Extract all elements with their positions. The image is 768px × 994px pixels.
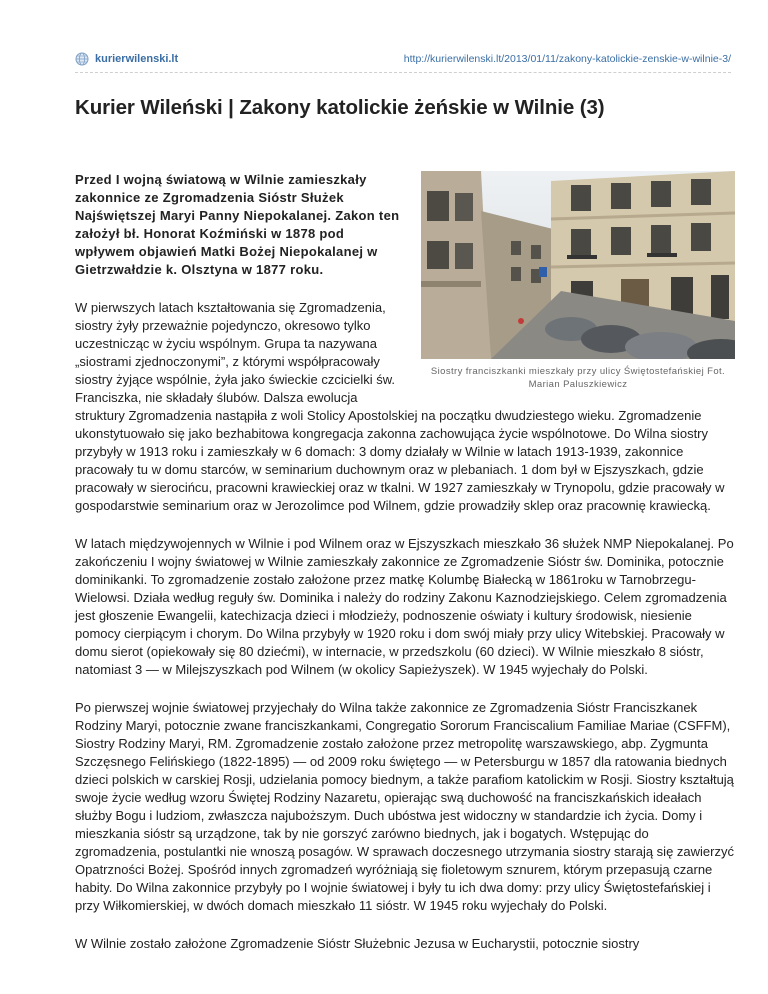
article-paragraph: Po pierwszej wojnie światowej przyjechały do Wilna także zakonnice ze Zgromadzenia Sióstr Franciszkanek Rodziny Maryi, potocznie zwane franciszkankami, Congregatio Sororum Franciscalium Familiae Mariae (CSFFM), Siostry Rodziny Maryi, RM. Zgromadzenie zostało założone przez metropolitę warszawskiego, abp. Zygmunta Szczęsnego Felińskiego (1822-1895) — od 2009 roku świętego — w Petersburgu w 1857 dla ratowania biednych dzieci polskich w carskiej Rosji, udzielania pomocy biednym, a także parafiom katolickim w Rosji. Siostry kształtują swoje życie według wzoru Świętej Rodziny Nazaretu, opierając swą duchowość na franciszkańskich ideałach służby Bogu i ludziom, zwłaszcza najuboższym. Duch ubóstwa jest widoczny w standardzie ich życia. Domy i mieszkania sióstr są urządzone, tak by nie gorszyć zarówno biednych, jak i bogatych. Wstępując do zgromadzenia, postulantki nie wnoszą posagów. W sprawach doczesnego utrzymania siostry starają się zawierzyć Opatrzności Bożej. Spośród innych zgromadzeń wyróżniają się fioletowym sznurem, którym przepasują czarne habity. Do Wilna zakonnice przybyły po I wojnie światowej i były tu ich dwa domy: przy ulicy Świętostefańskiej i przy Wiłkomierskiej, w dwóch domach mieszkało 11 sióstr. W 1945 roku wyjechały do Polski. [75, 700, 734, 913]
article-paragraph: W pierwszych latach kształtowania się Zgromadzenia, siostry żyły przeważnie pojedynczo, okresowo tylko uczestnicząc w życiu wspólnym. Grupa ta nazywana „siostrami zjednoczonymi”, z którymi współpracowały siostry żyjące wspólnie, żyła jako świeckie czcicielki św. Franciszka, nie składały ślubów. Dalsza ewolucja struktury Zgromadzenia nastąpiła z woli Stolicy Apostolskiej na początku dwudziestego wieku. Zgromadzenie ukonstytuowało się jako bezhabitowa kongregacja zakonna zachowująca życie wspólnotowe. Do Wilna siostry przybyły w 1913 roku i zamieszkały w 6 domach: 3 domy działały w Wilnie w latach 1913-1939, zakonnice pracowały tu w domu starców, w seminarium duchownym oraz w plebaniach. 1 dom był w Ejszyszkach, gdzie pracowały w sierocińcu, pracowni krawieckiej oraz w tkalni. W 1927 zamieszkały w Trynopolu, gdzie pracowały w gospodarstwie seminarium oraz w Jerozolimce pod Wilnem, gdzie prowadziły sklep oraz pracownię krawiecką. [75, 300, 725, 513]
site-name[interactable]: kurierwilenski.lt [95, 53, 179, 65]
image-caption: Siostry franciszkanki mieszkały przy ulicy Świętostefańskiej Fot. Marian Paluszkiewicz [430, 366, 726, 390]
article-lead: Przed I wojną światową w Wilnie zamieszkały zakonnice ze Zgromadzenia Sióstr Służek Najświętszej Maryi Panny Niepokalanej. Zakon ten założył bł. Honorat Koźmiński w 1878 pod wpływem objawień Matki Bożej Niepokalanej w Gietrzwałdzie k. Olsztyna w 1877 roku. [75, 172, 400, 277]
article-paragraph: W latach międzywojennych w Wilnie i pod Wilnem oraz w Ejszyszkach mieszkało 36 służek NMP Niepokalanej. Po zakończeniu I wojny światowej w Wilnie zamieszkały zakonnice ze Zgromadzenie Sióstr św. Dominika, potocznie dominikanki. To zgromadzenie zostało założone przez matkę Kolumbę Białecką w 1861roku w Tarnobrzegu-Wielowsi. Działa według reguły św. Dominika i należy do rodziny Zakonu Kaznodziejskiego. Celem zgromadzenia jest głoszenie Ewangelii, katechizacja dzieci i młodzieży, podnoszenie oświaty i kultury środowisk, niesienie pomocy cierpiącym i chorym. Do Wilna przybyły w 1920 roku i dom swój miały przy ulicy Witebskiej. Pracowały w domu sierot (opiekowały się 80 dziećmi), w internacie, w przedszkolu (60 dzieci). W Wilnie mieszkało 8 sióstr, natomiast 3 — w Milejszyszkach pod Wilnem (w okolicy Sapieżyszek). W 1945 wyjechały do Polski. [75, 536, 734, 677]
street-photo [421, 171, 735, 359]
globe-icon [75, 52, 89, 66]
article-figure [421, 171, 735, 391]
source-url[interactable]: http://kurierwilenski.lt/2013/01/11/zakony-katolickie-zenskie-w-wilnie-3/ [403, 53, 731, 65]
site-link[interactable] [75, 52, 178, 66]
article-paragraph: W Wilnie zostało założone Zgromadzenie Sióstr Służebnic Jezusa w Eucharystii, potocznie siostry [75, 936, 640, 951]
article-body [75, 171, 735, 973]
page-header [75, 50, 731, 73]
page-title: Kurier Wileński | Zakony katolickie żeńskie w Wilnie (3) [75, 96, 605, 119]
